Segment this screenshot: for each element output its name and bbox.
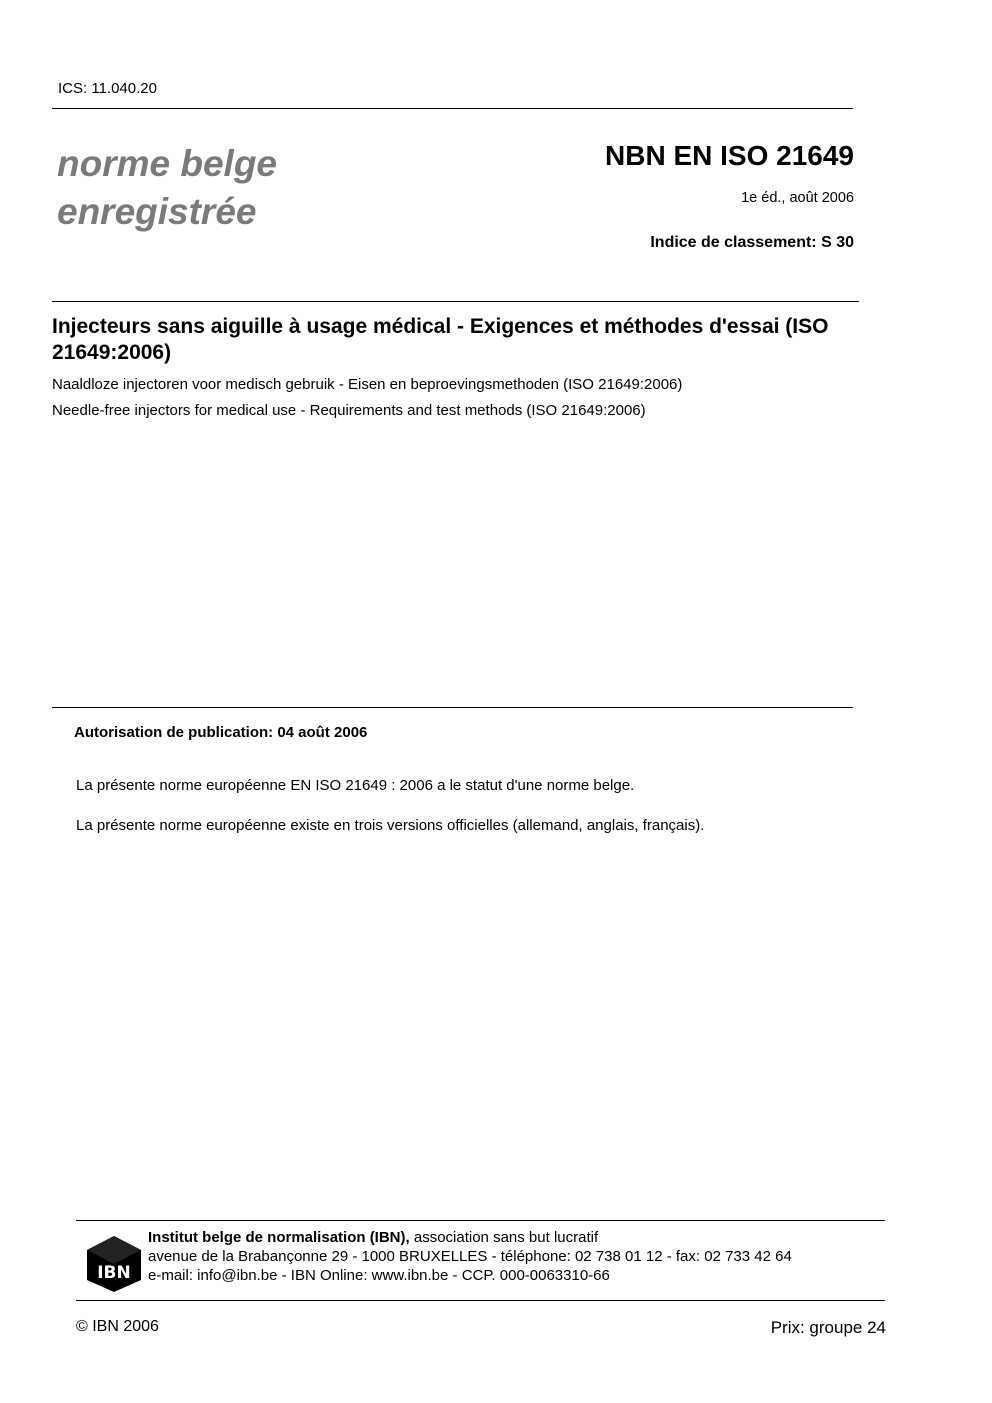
ibn-logo-text: IBN [97,1263,131,1283]
ibn-logo-icon [84,1234,144,1294]
org-description: association sans but lucratif [409,1229,599,1246]
publication-authorisation: Autorisation de publication: 04 août 2006 [74,724,368,741]
footer-bottom-rule [76,1300,885,1301]
footer-top-rule [76,1220,885,1221]
ics-code: ICS: 11.040.20 [58,80,157,97]
org-contact: e-mail: info@ibn.be - IBN Online: www.ibn.be - CCP. 000-0063310-66 [148,1267,610,1284]
footer-contact-block [148,1228,792,1285]
document-number: NBN EN ISO 21649 [605,140,854,171]
status-paragraph: La présente norme européenne EN ISO 21649 : 2006 a le statut d'une norme belge. [76,777,635,794]
copyright: © IBN 2006 [76,1318,159,1335]
edition-date: 1e éd., août 2006 [741,190,854,206]
org-name: Institut belge de normalisation (IBN), [148,1229,410,1246]
versions-paragraph: La présente norme européenne existe en trois versions officielles (allemand, anglais, français). [76,817,705,834]
title-rule [52,301,859,302]
price-group: Prix: groupe 24 [770,1318,886,1337]
body-rule [52,707,853,708]
classification-index: Indice de classement: S 30 [650,234,854,251]
title-english: Needle-free injectors for medical use - Requirements and test methods (ISO 21649:2006) [52,402,646,419]
title-dutch: Naaldloze injectoren voor medisch gebruik - Eisen en beproevingsmethoden (ISO 21649:2006) [52,376,683,393]
brand-line-1: norme belge [57,143,277,184]
org-address: avenue de la Brabançonne 29 - 1000 BRUXELLES - téléphone: 02 738 01 12 - fax: 02 733 42 64 [148,1248,792,1265]
top-rule [52,108,853,109]
title-french: Injecteurs sans aiguille à usage médical - Exigences et méthodes d'essai (ISO 21649:2006) [52,315,829,364]
brand-title [57,140,277,236]
brand-line-2: enregistrée [57,191,257,232]
